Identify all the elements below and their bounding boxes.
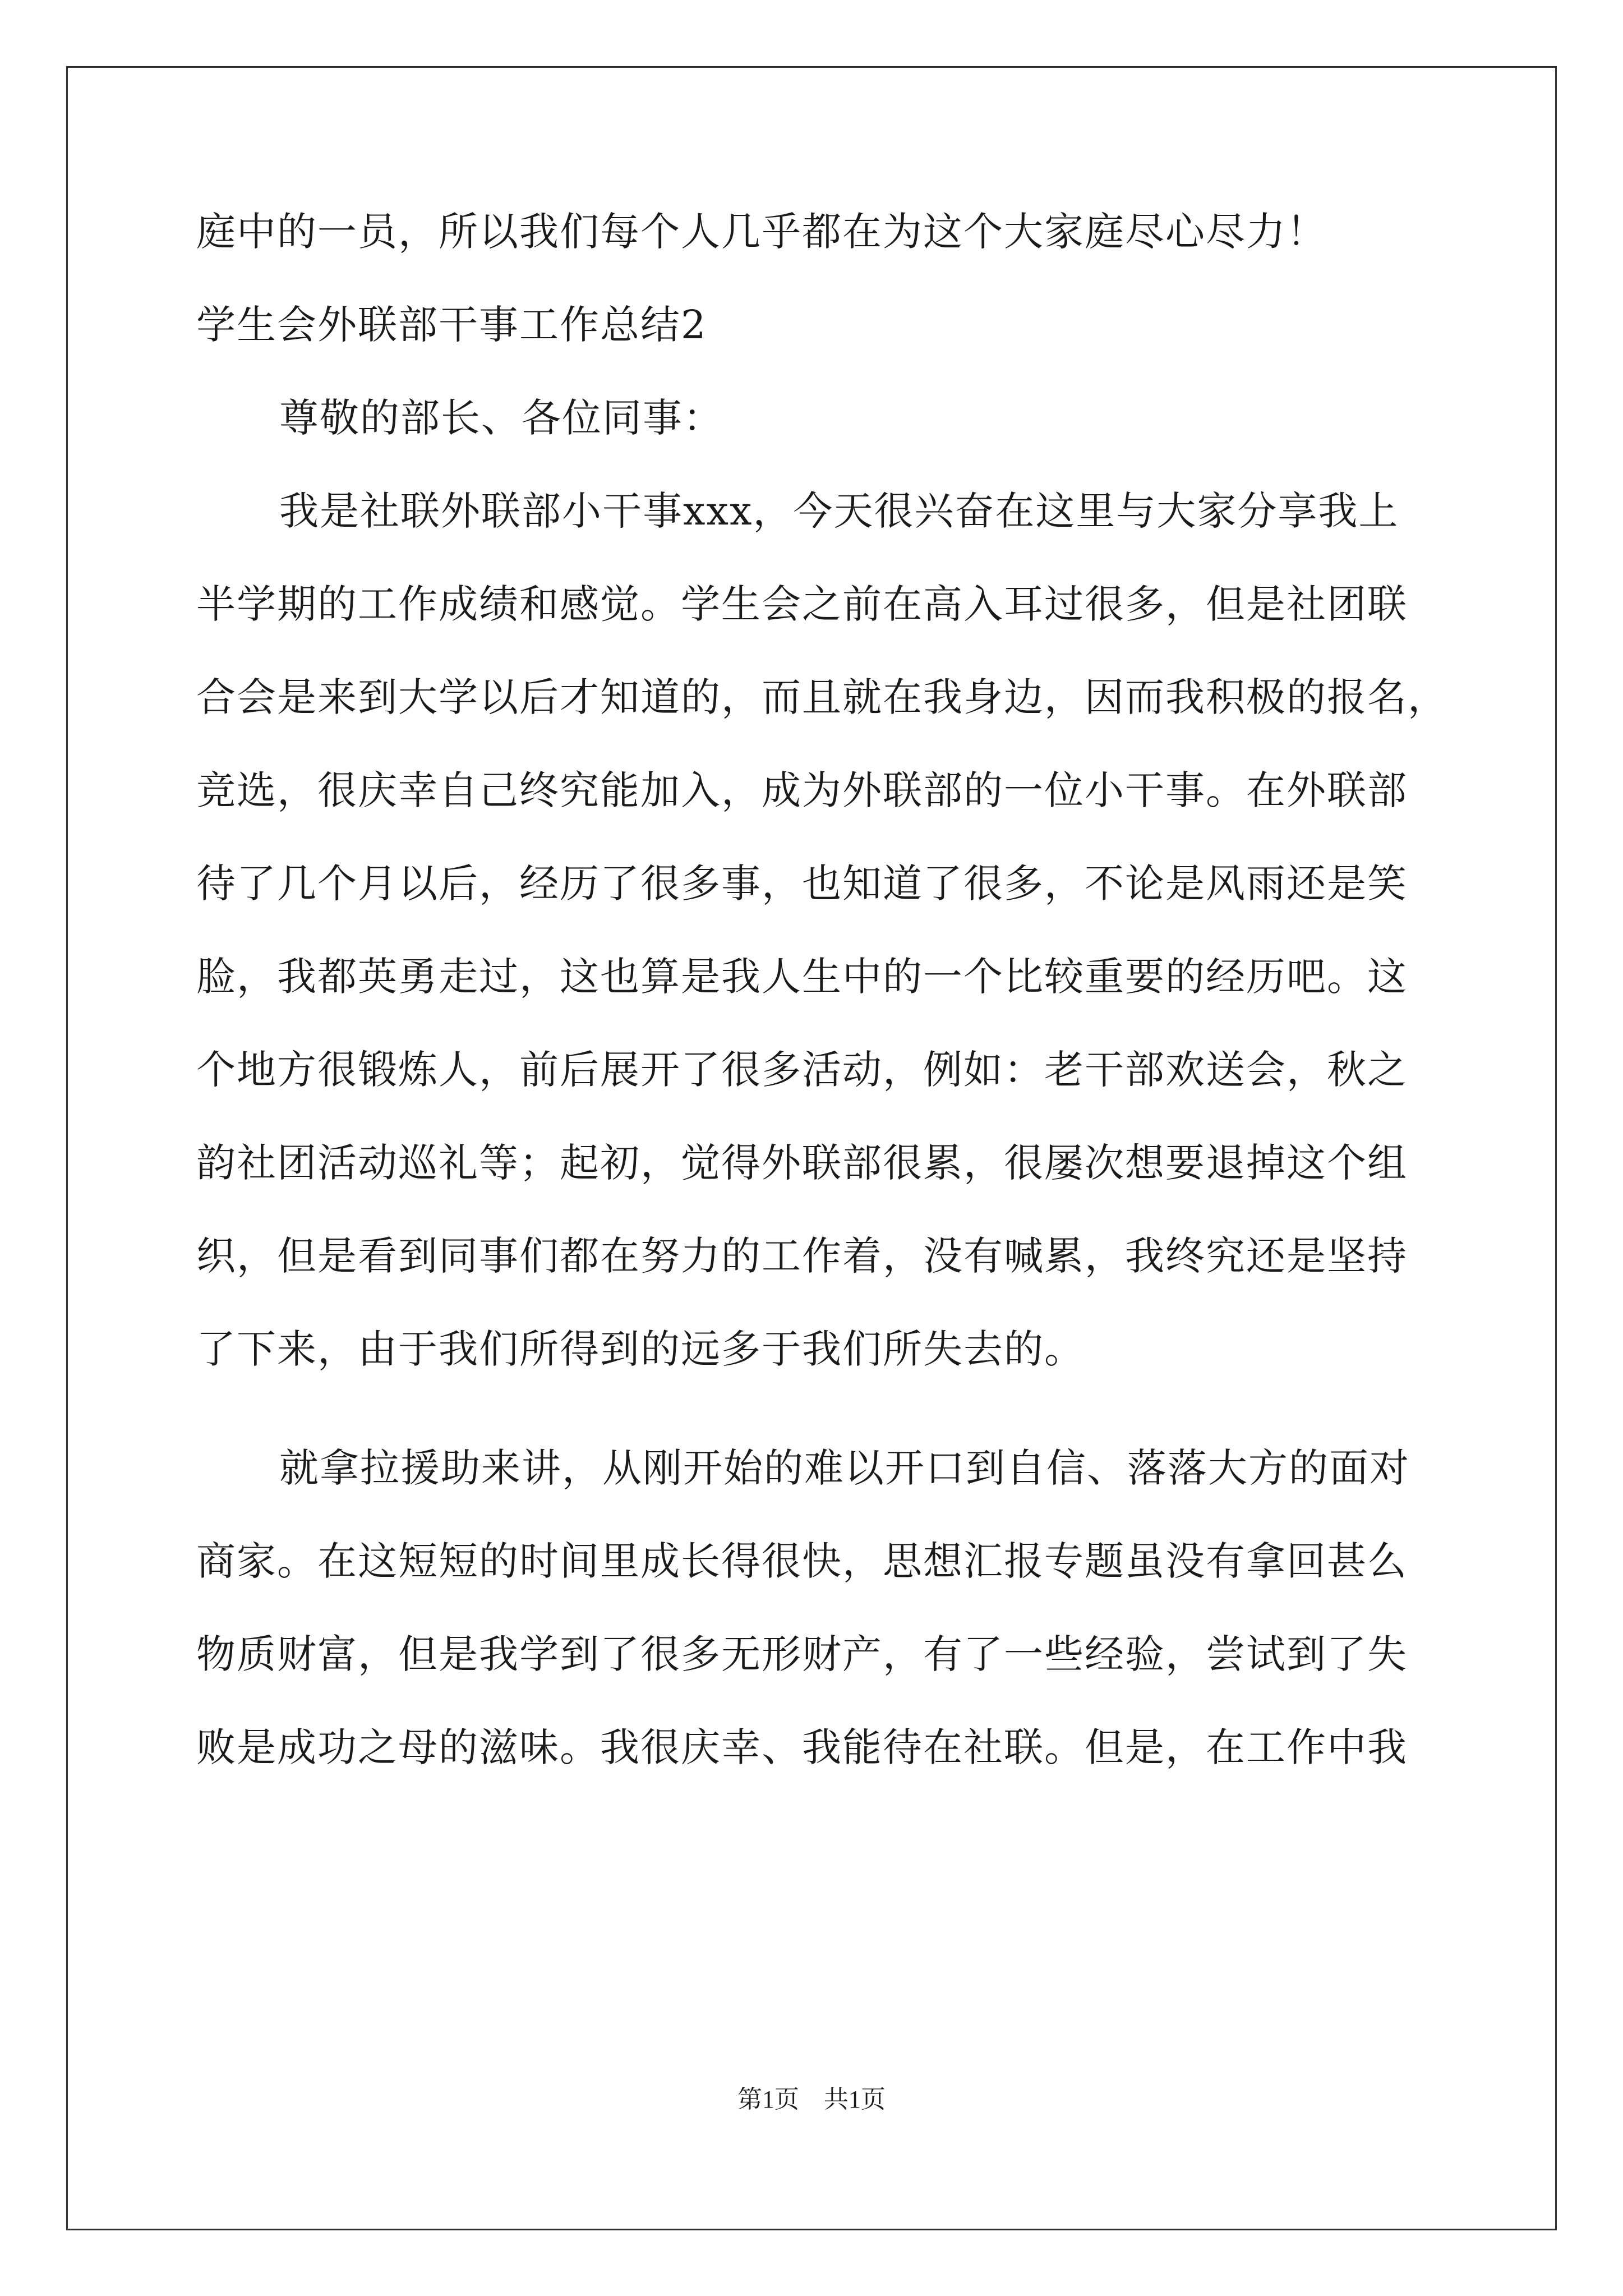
text-line: 待了几个月以后，经历了很多事，也知道了很多，不论是风雨还是笑 <box>196 861 1408 907</box>
text-line: 就拿拉援助来讲，从刚开始的难以开口到自信、落落大方的面对 <box>279 1445 1410 1491</box>
salutation: 尊敬的部长、各位同事： <box>279 395 723 441</box>
text-line: 织，但是看到同事们都在努力的工作着，没有喊累，我终究还是坚持 <box>196 1233 1408 1279</box>
text-line: 韵社团活动巡礼等；起初，觉得外联部很累，很屡次想要退掉这个组 <box>196 1140 1408 1186</box>
text-line: 竞选，很庆幸自己终究能加入，成为外联部的一位小干事。在外联部 <box>196 767 1408 813</box>
page-total: 共1页 <box>824 2086 886 2113</box>
text-line: 败是成功之母的滋味。我很庆幸、我能待在社联。但是，在工作中我 <box>196 1724 1408 1770</box>
page-footer <box>0 2086 1623 2114</box>
document-body <box>196 209 1448 1821</box>
text-line: 商家。在这短短的时间里成长得很快，思想汇报专题虽没有拿回甚么 <box>196 1538 1408 1584</box>
text-line: 了下来，由于我们所得到的远多于我们所失去的。 <box>196 1326 1085 1372</box>
text-line: 庭中的一员，所以我们每个人几乎都在为这个大家庭尽心尽力！ <box>196 209 1327 255</box>
text-line: 我是社联外联部小干事xxx，今天很兴奋在这里与大家分享我上 <box>279 488 1399 534</box>
page-number: 第1页 <box>737 2086 799 2113</box>
text-line: 合会是来到大学以后才知道的，而且就在我身边，因而我积极的报名， <box>196 674 1448 720</box>
section-heading: 学生会外联部干事工作总结2 <box>196 302 707 348</box>
text-line: 物质财富，但是我学到了很多无形财产，有了一些经验，尝试到了失 <box>196 1631 1408 1677</box>
text-line: 脸，我都英勇走过，这也算是我人生中的一个比较重要的经历吧。这 <box>196 954 1408 1000</box>
text-line: 半学期的工作成绩和感觉。学生会之前在高入耳过很多，但是社团联 <box>196 581 1408 627</box>
text-line: 个地方很锻炼人，前后展开了很多活动，例如：老干部欢送会，秋之 <box>196 1047 1408 1093</box>
